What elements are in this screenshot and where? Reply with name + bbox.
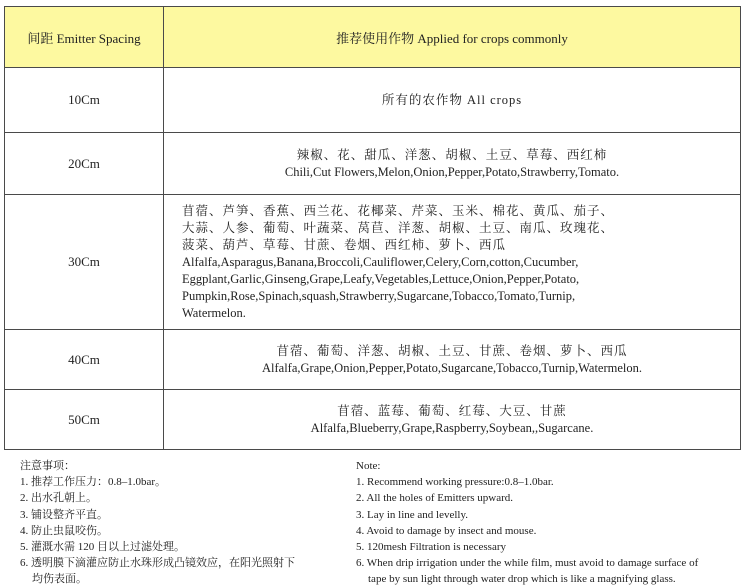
- note-item: 6. 透明膜下滴灌应防止水珠形成凸镜效应，在阳光照射下: [20, 557, 295, 570]
- emitter-spacing-table: [4, 6, 741, 450]
- note-item: 2. 出水孔朝上。: [20, 492, 97, 505]
- crops-cell: [164, 195, 741, 330]
- crops-en-line: Alfalfa,Grape,Onion,Pepper,Potato,Sugarcane,Tobacco,Turnip,Watermelon.: [261, 360, 643, 375]
- crops-en-line: Chili,Cut Flowers,Melon,Onion,Pepper,Potato,Strawberry,Tomato.: [284, 164, 620, 179]
- crops-cell: [164, 133, 741, 195]
- note-item-continued: 均伤表面。: [32, 573, 87, 586]
- table-row: [5, 133, 741, 195]
- crops-cell: [164, 68, 741, 133]
- table-row: [5, 195, 741, 330]
- crops-en-line: Eggplant,Garlic,Ginseng,Grape,Leafy,Vegetables,Lettuce,Onion,Pepper,Potato,: [182, 271, 580, 286]
- notes-title: 注意事项：: [20, 460, 75, 472]
- spacing-cell: 40Cm: [5, 330, 164, 390]
- spacing-cell: 50Cm: [5, 390, 164, 450]
- crops-cn-line: 苜蓿、芦笋、香蕉、西兰花、花椰菜、芹菜、玉米、棉花、黄瓜、茄子、: [182, 203, 615, 218]
- table-row: [5, 390, 741, 450]
- note-item: 2. All the holes of Emitters upward.: [356, 492, 514, 505]
- crops-en-line: Watermelon.: [182, 305, 246, 320]
- table-header-row: [5, 7, 741, 68]
- crops-en-line: Alfalfa,Asparagus,Banana,Broccoli,Cauliflower,Celery,Corn,cotton,Cucumber,: [182, 254, 579, 269]
- note-item: 1. Recommend working pressure:0.8–1.0bar.: [356, 476, 554, 489]
- notes-english: [356, 458, 744, 588]
- note-item: 4. 防止虫鼠咬伤。: [20, 524, 108, 537]
- note-item: 5. 灌溉水需 120 目以上过滤处理。: [20, 541, 185, 554]
- spacing-cell: 20Cm: [5, 133, 164, 195]
- header-spacing: 间距 Emitter Spacing: [5, 7, 164, 68]
- table-row: [5, 330, 741, 390]
- notes-title: Note:: [356, 460, 381, 472]
- crops-cn-line: 苜蓿、葡萄、洋葱、胡椒、土豆、甘蔗、卷烟、萝卜、西瓜: [276, 343, 628, 358]
- crops-en-line: Pumpkin,Rose,Spinach,squash,Strawberry,Sugarcane,Tobacco,Tomato,Turnip,: [182, 288, 576, 303]
- crops-cell: [164, 330, 741, 390]
- note-item: 4. Avoid to damage by insect and mouse.: [356, 524, 537, 537]
- notes-chinese: [20, 458, 340, 588]
- crops-text: 所有的农作物 All crops: [381, 92, 523, 107]
- note-item: 3. 铺设整齐平直。: [20, 508, 108, 521]
- spacing-cell: 10Cm: [5, 68, 164, 133]
- note-item: 6. When drip irrigation under the while film, must avoid to damage surface of: [356, 557, 699, 570]
- crops-en-line: Alfalfa,Blueberry,Grape,Raspberry,Soybean,,Sugarcane.: [310, 420, 594, 435]
- crops-cell: [164, 390, 741, 450]
- note-item: 3. Lay in line and levelly.: [356, 508, 469, 521]
- table-row: [5, 68, 741, 133]
- crops-cn-line: 大蒜、人参、葡萄、叶蔬菜、莴苣、洋葱、胡椒、土豆、南瓜、玫瑰花、: [182, 220, 615, 235]
- header-crops: 推荐使用作物 Applied for crops commonly: [164, 7, 741, 68]
- note-item: 5. 120mesh Filtration is necessary: [356, 541, 507, 554]
- spacing-cell: 30Cm: [5, 195, 164, 330]
- note-item: 1. 推荐工作压力：0.8–1.0bar。: [20, 476, 167, 489]
- note-item-continued: tape by sun light through water drop which is like a magnifying glass.: [368, 573, 676, 586]
- crops-cn-line: 辣椒、花、甜瓜、洋葱、胡椒、土豆、草莓、西红柿: [296, 147, 608, 162]
- crops-cn-line: 苜蓿、蓝莓、葡萄、红莓、大豆、甘蔗: [337, 403, 567, 418]
- crops-cn-line: 菠菜、葫芦、草莓、甘蔗、卷烟、西红柿、萝卜、西瓜: [182, 237, 507, 252]
